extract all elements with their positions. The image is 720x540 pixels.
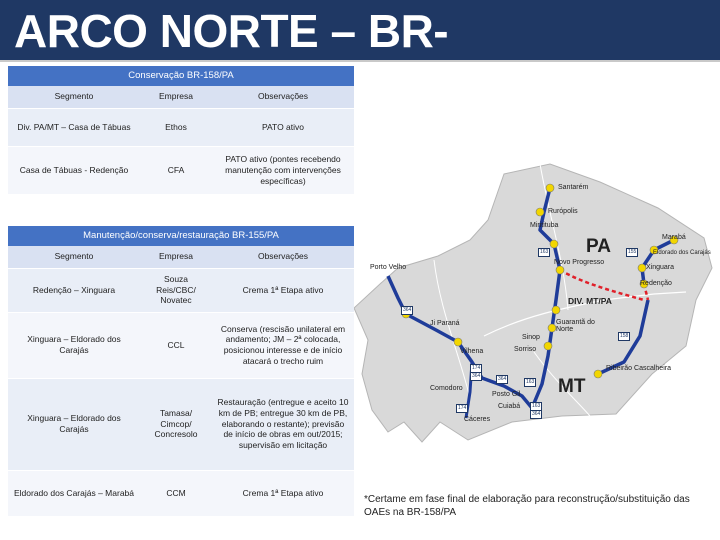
table-cell: Div. PA/MT – Casa de Tábuas [8, 108, 140, 146]
table-caption-row [8, 226, 354, 246]
conservation-table [8, 66, 354, 194]
state-label-mt: MT [558, 376, 586, 397]
city-label: Santarém [558, 184, 589, 191]
city-marker [544, 342, 552, 350]
city-marker [454, 338, 462, 346]
city-label: Xinguara [646, 264, 675, 271]
city-label: Ribeirão Cascalheira [606, 365, 671, 372]
footnote: *Certame em fase final de elaboração para reconstrução/substituição das OAEs na BR-158/PA [364, 494, 690, 518]
table-cell: Crema 1ª Etapa ativo [212, 470, 354, 516]
highway-badge: 364 [403, 307, 412, 313]
table-cell: Souza Reis/CBC/ Novatec [140, 268, 212, 312]
city-marker [556, 266, 564, 274]
highway-badge: 174 [458, 405, 467, 411]
highway-badge: 163 [540, 249, 549, 255]
table-cell: Crema 1ª Etapa ativo [212, 268, 354, 312]
city-label: Redenção [640, 280, 672, 287]
column-header: Segmento [8, 86, 140, 108]
city-label: Vilhena [460, 348, 484, 355]
city-label: Sorriso [514, 346, 537, 353]
table-row [8, 378, 354, 470]
highway-badge: 364 [498, 376, 507, 382]
table-cell: CFA [140, 146, 212, 194]
table-cell: PATO ativo (pontes recebendo manutenção com intervenções específicas) [212, 146, 354, 194]
route-map [354, 160, 720, 490]
city-marker [552, 306, 560, 314]
city-label: Eldorado dos Carajás [653, 250, 711, 256]
city-label: Sinop [522, 334, 540, 341]
table-caption-row [8, 66, 354, 86]
region-shape [354, 164, 712, 442]
slide-title: ARCO NORTE – BR- [14, 5, 449, 57]
table-cell: CCL [140, 312, 212, 378]
city-marker [638, 264, 646, 272]
table-row [8, 312, 354, 378]
table-cell: Xinguara – Eldorado dos Carajás [8, 378, 140, 470]
table-cell: CCM [140, 470, 212, 516]
highway-badge: 364 [472, 373, 481, 379]
table-header-row [8, 86, 354, 108]
highway-badge: 163 [532, 403, 541, 409]
city-label: Novo Progresso [554, 259, 605, 266]
state-label-pa: PA [586, 236, 611, 257]
city-label: Cuiabá [498, 403, 521, 410]
city-label: Posto Gil [492, 391, 521, 398]
table-row [8, 268, 354, 312]
highway-badge: 155 [628, 249, 637, 255]
highway-badge: 163 [526, 379, 535, 385]
highway-badge: 364 [532, 411, 541, 417]
highway-badge: 174 [472, 365, 481, 371]
column-header: Segmento [8, 246, 140, 268]
table-row [8, 108, 354, 146]
city-label: Porto Velho [370, 264, 407, 271]
column-header: Observações [212, 246, 354, 268]
table-caption: Manutenção/conserva/restauração BR-155/PA [8, 226, 354, 246]
city-marker [546, 184, 554, 192]
highway-badge: 158 [620, 333, 629, 339]
table-cell: Xinguara – Eldorado dos Carajás [8, 312, 140, 378]
table-row [8, 470, 354, 516]
column-header: Empresa [140, 246, 212, 268]
table-cell: Ethos [140, 108, 212, 146]
map-graphic [354, 160, 720, 490]
table-cell: Casa de Tábuas - Redenção [8, 146, 140, 194]
city-label: Comodoro [430, 385, 463, 392]
table-cell: Conserva (rescisão unilateral em andamento; JM – 2ª colocada, posicionou interesse e de início atacará o trecho ruim [212, 312, 354, 378]
city-label: Ji Paraná [430, 320, 460, 327]
city-marker [548, 324, 556, 332]
city-label: Guarantã do Norte [556, 319, 595, 333]
table-cell: PATO ativo [212, 108, 354, 146]
city-label: Marabá [662, 234, 686, 241]
city-label: Cáceres [464, 416, 491, 423]
city-marker [550, 240, 558, 248]
city-label: Rurópolis [548, 208, 578, 215]
column-header: Empresa [140, 86, 212, 108]
city-label: DIV. MT/PA [568, 296, 612, 306]
city-marker [594, 370, 602, 378]
maintenance-table [8, 226, 354, 516]
title-bar [0, 0, 720, 62]
table-cell: Redenção – Xinguara [8, 268, 140, 312]
table-cell: Eldorado dos Carajás – Marabá [8, 470, 140, 516]
table-cell: Restauração (entregue e aceito 10 km de PB; entregue 30 km de PB, elaborando o restante); previsão de início de obras em out/2015; supervisão em licitação [212, 378, 354, 470]
table-cell: Tamasa/ Cimcop/ Concresolo [140, 378, 212, 470]
column-header: Observações [212, 86, 354, 108]
table-caption: Conservação BR-158/PA [8, 66, 354, 86]
table-row [8, 146, 354, 194]
city-label: Miritituba [530, 222, 559, 229]
table-header-row [8, 246, 354, 268]
city-marker [536, 208, 544, 216]
